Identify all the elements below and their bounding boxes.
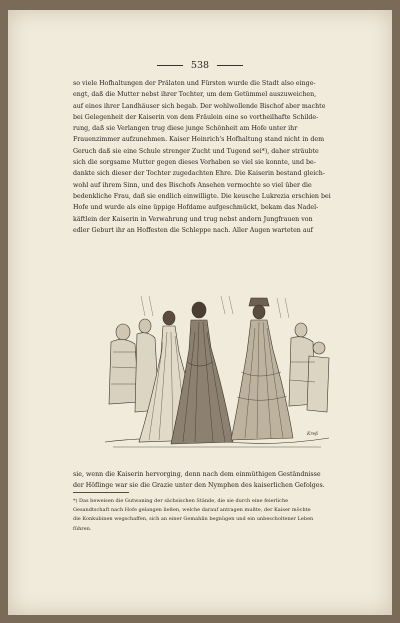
text-line: bei Gelegenheit der Kaiserin von dem Fräulein eine so vortheilhafte Schilde- [73,113,319,121]
engraving-illustration [101,292,333,452]
continuation-text [73,469,355,492]
text-line: Frauenzimmer aufzunehmen. Kaiser Heinrich's Hofhaltung stand nicht in dem [73,136,325,144]
footnote-line: *) Das beweisen die Gutwaning der sächsischen Stände, die sie durch eine feierliche [73,498,289,504]
footnote [73,497,355,534]
engraving-signature: Kreß [307,432,319,437]
footnote-divider [73,492,129,493]
text-line: sich die sorgsame Mutter gegen dieses Vorhaben so viel sie konnte, und be- [73,159,316,167]
text-line: bedenkliche Frau, daß sie endlich einwilligte. Die keusche Lukrezia erschien bei [73,192,331,200]
book-page [8,10,392,615]
text-line: wohl auf ihrem Sinn, und des Bischofs Ansehen vermochte so viel über die [73,181,312,189]
footnote-line: Gesandtschaft nach Hofe gelangen ließen, welche darauf antragen mußte, der Kaiser möchte [73,507,311,514]
text-line: Hofe und wurde als eine üppige Hofdame aufgeschmückt, bekam das Nadel- [73,204,319,212]
text-line: auf eines ihrer Landhäuser sich begab. Der wohlwollende Bischof aber machte [73,102,326,110]
text-line: der Höflinge war sie die Grazie unter den Nymphen des kaiserlichen Gefolges. [73,482,325,490]
text-line: rung, daß sie Verlangen trug diese junge Schönheit am Hofe unter ihr [73,125,298,133]
text-line: Geruch daß sie eine Schule strenger Zucht und Tugend sei*), daher sträubte [73,147,319,155]
page-number: 538 [190,60,210,71]
text-line: so viele Hofhaltungen der Prälaten und Fürsten wurde die Stadt also einge- [73,80,316,87]
text-line: engt, daß die Mutter nebst ihrer Tochter, um dem Getümmel auszuweichen, [73,91,317,99]
text-line: dankte sich dieser der Tochter zugedachten Ehre. Die Kaiserin bestand gleich- [73,170,325,178]
text-line: edler Geburt ihr an Hoffesten die Schleppe nach. Aller Augen warteten auf [73,226,314,234]
body-text [73,78,355,236]
footnote-line: die Konkubinen wegschaffen, sich an einer Gemahlin begnügen und ein unbescholtener Leben [73,516,314,523]
text-line: sie, wenn die Kaiserin hervorging, denn nach dem einmüthigen Geständnisse [73,471,321,478]
header-rule-left [157,65,183,66]
page-header [8,60,392,71]
text-line: käftlein der Kaiserin in Verwahrung und trug nebst andern Jungfrauen von [73,215,313,223]
header-rule-right [217,65,243,66]
footnote-line: führen. [73,525,92,532]
